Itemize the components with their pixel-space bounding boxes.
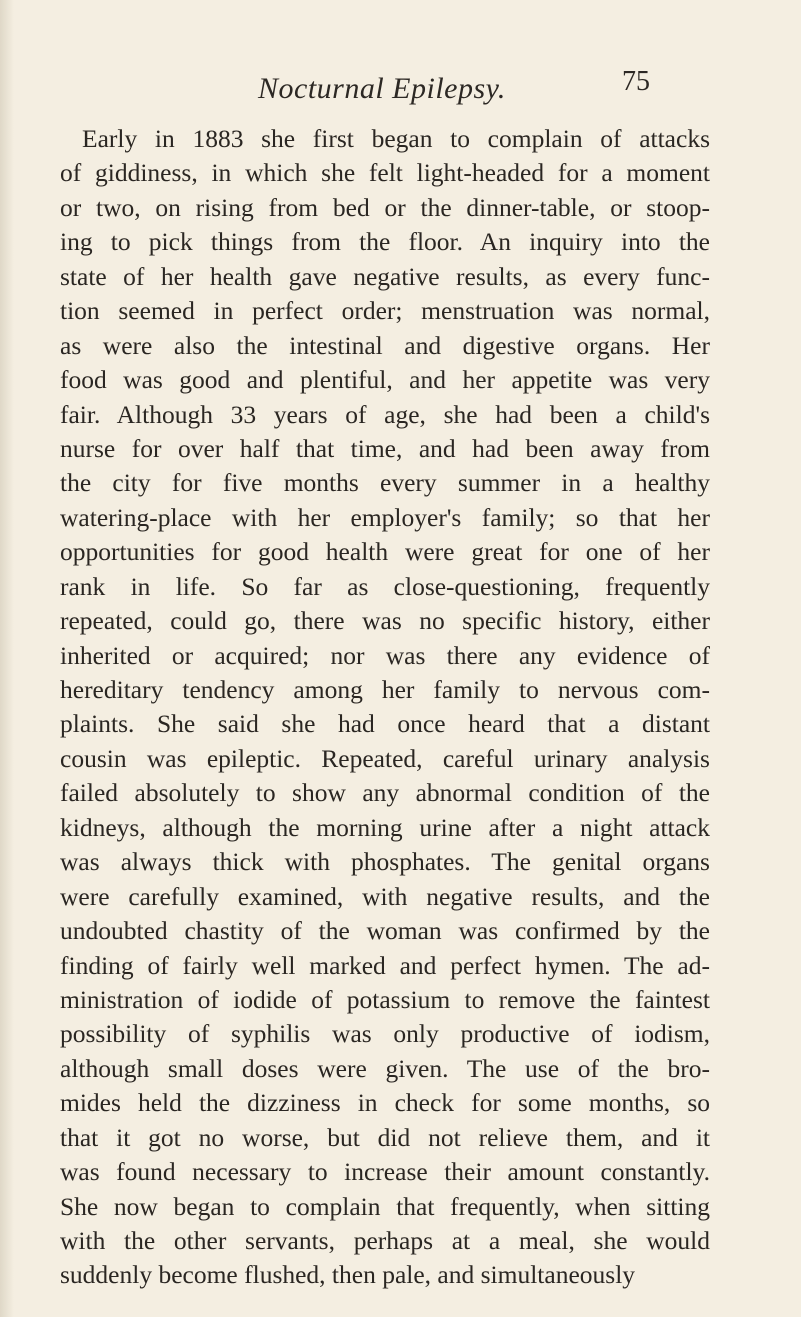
page-number: 75 xyxy=(622,66,650,97)
text-line: of giddiness, in which she felt light-headed for a moment xyxy=(60,158,710,188)
text-line: with the other servants, perhaps at a meal, she would xyxy=(60,1226,710,1255)
text-line: as were also the intestinal and digestive organs. Her xyxy=(60,330,710,360)
text-line: state of her health gave negative results, as every func- xyxy=(60,261,710,291)
text-line: plaints. She said she had once heard that a distant xyxy=(60,709,710,739)
text-line: rank in life. So far as close-questioning, frequently xyxy=(60,571,710,601)
running-title: Nocturnal Epilepsy. xyxy=(258,72,506,105)
text-line: cousin was epileptic. Repeated, careful urinary analysis xyxy=(60,743,710,773)
text-line: failed absolutely to show any abnormal condition of the xyxy=(60,778,710,808)
text-line: finding of fairly well marked and perfect hymen. The ad- xyxy=(60,950,710,980)
text-line: hereditary tendency among her family to nervous com- xyxy=(60,675,710,704)
text-line: She now began to complain that frequently, when sitting xyxy=(60,1191,710,1221)
text-line: the city for five months every summer in a healthy xyxy=(60,468,710,498)
text-line: undoubted chastity of the woman was confirmed by the xyxy=(60,916,710,946)
text-line: was always thick with phosphates. The genital organs xyxy=(60,847,710,877)
text-line: inherited or acquired; nor was there any evidence of xyxy=(60,640,710,670)
text-line: tion seemed in perfect order; menstruation was normal, xyxy=(60,296,710,326)
text-line: fair. Although 33 years of age, she had been a child's xyxy=(60,399,710,429)
text-line: ing to pick things from the floor. An inquiry into the xyxy=(60,227,710,257)
text-line: food was good and plentiful, and her appetite was very xyxy=(60,365,710,395)
text-line: although small doses were given. The use of the bro- xyxy=(60,1053,710,1083)
text-line: repeated, could go, there was no specific history, either xyxy=(60,606,710,636)
text-line: ministration of iodide of potassium to remove the faintest xyxy=(60,984,710,1014)
body-text xyxy=(60,122,710,1293)
text-line: opportunities for good health were great for one of her xyxy=(60,537,710,567)
text-line: suddenly become flushed, then pale, and simultaneously xyxy=(60,1260,636,1290)
page-edge-shadow xyxy=(0,0,14,1317)
text-line: kidneys, although the morning urine after a night attack xyxy=(60,812,710,842)
text-line: mides held the dizziness in check for some months, so xyxy=(60,1088,710,1118)
text-line: Early in 1883 she first began to complain of attacks xyxy=(82,124,710,153)
text-line: possibility of syphilis was only productive of iodism, xyxy=(60,1019,710,1049)
text-line: watering-place with her employer's family; so that her xyxy=(60,502,710,532)
page-header xyxy=(0,66,801,112)
text-line: nurse for over half that time, and had been away from xyxy=(60,433,710,463)
text-line: was found necessary to increase their amount constantly. xyxy=(60,1157,710,1187)
text-line: that it got no worse, but did not relieve them, and it xyxy=(60,1122,710,1152)
text-line: or two, on rising from bed or the dinner-table, or stoop- xyxy=(60,192,710,222)
text-line: were carefully examined, with negative results, and the xyxy=(60,881,710,911)
